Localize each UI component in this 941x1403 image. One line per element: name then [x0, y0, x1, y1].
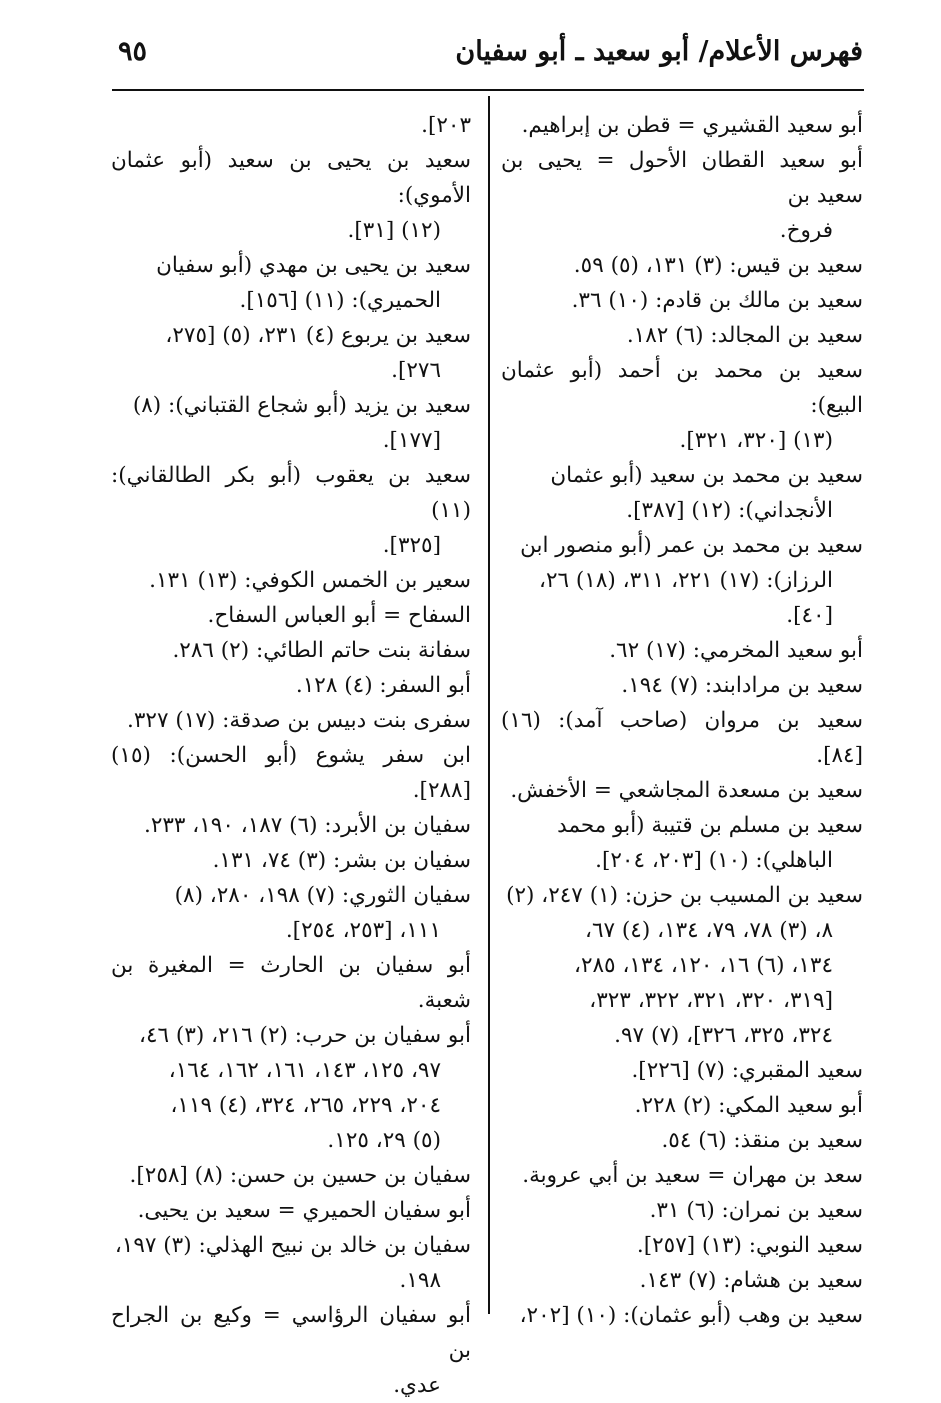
index-entry-line: سعيد بن يحيى بن مهدي (أبو سفيان [156, 253, 471, 278]
index-entry-line: سعيد بن مسعدة المجاشعي = الأخفش. [510, 778, 863, 803]
index-entry [111, 318, 471, 388]
column-divider [488, 96, 490, 1314]
index-entry [501, 1193, 863, 1228]
index-entry [111, 563, 471, 598]
index-entry [501, 1088, 863, 1123]
index-column-left [111, 108, 471, 1403]
index-entry [501, 1158, 863, 1193]
index-entry-line: سعير بن الخمس الكوفي: (١٣) ١٣١. [149, 568, 471, 593]
index-entry [111, 1298, 471, 1403]
index-entry [501, 1263, 863, 1298]
index-entry-line: سفرى بنت دبيس بن صدقة: (١٧) ٣٢٧. [127, 708, 471, 733]
index-entry-line: أبو السفر: (٤) ١٢٨. [295, 673, 471, 698]
index-entry-line: سعيد بن المجالد: (٦) ١٨٢. [626, 323, 863, 348]
index-entry [501, 283, 863, 318]
index-entry [111, 808, 471, 843]
index-entry-continuation: ١١١، [٢٥٣، ٢٥٤]. [285, 918, 441, 943]
index-entry-line: السفاح = أبو العباس السفاح. [207, 603, 471, 628]
header-rule [112, 89, 864, 91]
index-entry-line: سعيد بن يربوع (٤) ٢٣١، (٥) [٢٧٥، [165, 323, 471, 348]
index-entry-line: سفيان بن حسين بن حسن: (٨) [٢٥٨]. [129, 1163, 471, 1188]
index-entry-continuation: [٣١٩، ٣٢٠، ٣٢١، ٣٢٢، ٣٢٣، [589, 988, 833, 1013]
index-entry-continuation: (١٢) [٣١]. [347, 218, 441, 243]
index-entry-continuation: الحميري): (١١) [١٥٦]. [239, 288, 441, 313]
index-entry-line: سعيد بن قيس: (٣) ١٣١، (٥) ٥٩. [573, 253, 863, 278]
index-entry-line: سعيد بن محمد بن أحمد (أبو عثمان البيع): [501, 358, 863, 418]
index-entry [111, 948, 471, 1018]
index-entry-line: ٢٠٣]. [421, 113, 471, 138]
index-entry [111, 1018, 471, 1158]
index-entry-line: أبو سفيان الرؤاسي = وكيع بن الجراح بن [111, 1303, 471, 1363]
index-entry-line: سعد بن مهران = سعيد بن أبي عروبة. [522, 1163, 863, 1188]
running-header-title: فهرس الأعلام/ أبو سعيد ـ أبو سفيان [455, 36, 863, 67]
index-entry-line: أبو سفيان بن حرب: (٢) ٢١٦، (٣) ٤٦، [139, 1023, 471, 1048]
index-entry-line: سعيد بن وهب (أبو عثمان): (١٠) [٢٠٢، [519, 1303, 863, 1328]
index-entry [111, 458, 471, 563]
index-entry-continuation: ٣٢٤، ٣٢٥، ٣٢٦]، (٧) ٩٧. [614, 1023, 833, 1048]
index-entry-line: سعيد بن منقذ: (٦) ٥٤. [661, 1128, 863, 1153]
index-entry-continuation: ٨، (٣) ٧٨، ٧٩، ١٣٤، (٤) ٦٧، [585, 918, 833, 943]
index-entry [501, 633, 863, 668]
index-entry [501, 1228, 863, 1263]
index-entry [501, 703, 863, 773]
index-entry-continuation: الباهلي): (١٠) [٢٠٣، ٢٠٤]. [595, 848, 833, 873]
index-entry [111, 1158, 471, 1193]
index-entry [111, 668, 471, 703]
index-entry [501, 1298, 863, 1333]
index-entry-line: سفيان الثوري: (٧) ١٩٨، ٢٨٠، (٨) [174, 883, 471, 908]
index-entry-line: سفانة بنت حاتم الطائي: (٢) ٢٨٦. [172, 638, 471, 663]
index-entry-continuation: [٤٠]. [786, 603, 833, 628]
index-entry-line: أبو سفيان الحميري = سعيد بن يحيى. [137, 1198, 471, 1223]
index-entry-line: سعيد بن محمد بن عمر (أبو منصور ابن [520, 533, 863, 558]
index-entry [501, 773, 863, 808]
index-entry-line: سعيد بن محمد بن سعيد (أبو عثمان [550, 463, 863, 488]
index-entry [111, 878, 471, 948]
index-entry-line: سعيد بن مالك بن قادم: (١٠) ٣٦. [571, 288, 863, 313]
index-entry [501, 108, 863, 143]
index-entry-line: سعيد بن نمران: (٦) ٣١. [649, 1198, 863, 1223]
index-entry [501, 143, 863, 248]
index-entry-line: سعيد بن هشام: (٧) ١٤٣. [639, 1268, 863, 1293]
index-entry-line: أبو سعيد القشيري = قطن بن إبراهيم. [521, 113, 863, 138]
index-entry-line: ابن سفر يشوع (أبو الحسن): (١٥) [٢٨٨]. [111, 743, 471, 803]
index-entry [501, 353, 863, 458]
page-number: ٩٥ [118, 36, 148, 67]
index-entry [501, 1053, 863, 1088]
index-entry-continuation: الرزاز): (١٧) ٢٢١، ٣١١، (١٨) ٢٦، [539, 568, 833, 593]
index-entry-continuation: الأنجداني): (١٢) [٣٨٧]. [626, 498, 833, 523]
index-entry [501, 248, 863, 283]
index-entry [111, 598, 471, 633]
index-entry-continuation: [٣٢٥]. [382, 533, 441, 558]
index-entry-continuation: ١٣٤، (٦) ١٦، ١٢٠، ١٣٤، ٢٨٥، [574, 953, 833, 978]
index-entry-continuation: (١٣) [٣٢٠، ٣٢١]. [679, 428, 833, 453]
index-entry-continuation: (٥) ٢٩، ١٢٥. [327, 1128, 441, 1153]
index-entry [501, 878, 863, 1053]
index-entry [111, 703, 471, 738]
index-entry [111, 1228, 471, 1298]
index-entry [501, 668, 863, 703]
index-entry-line: سعيد النوبي: (١٣) [٢٥٧]. [636, 1233, 863, 1258]
index-entry-continuation: ٢٧٦]. [391, 358, 441, 383]
index-column-right [501, 108, 863, 1333]
index-entry-continuation: ٩٧، ١٢٥، ١٤٣، ١٦١، ١٦٢، ١٦٤، [168, 1058, 441, 1083]
index-entry [111, 633, 471, 668]
index-entry-continuation: ١٩٨. [399, 1268, 441, 1293]
index-entry [111, 1193, 471, 1228]
index-entry-line: سفيان بن الأبرد: (٦) ١٨٧، ١٩٠، ٢٣٣. [143, 813, 471, 838]
index-entry-line: سعيد بن يعقوب (أبو بكر الطالقاني): (١١) [111, 463, 471, 523]
index-entry-continuation: عدي. [393, 1373, 441, 1398]
index-entry-line: سعيد بن يحيى بن سعيد (أبو عثمان الأموي): [111, 148, 471, 208]
index-entry-line: أبو سعيد المخرمي: (١٧) ٦٢. [609, 638, 863, 663]
index-entry [501, 318, 863, 353]
index-entry-line: سعيد بن مروان (صاحب آمد): (١٦) [٨٤]. [501, 708, 863, 768]
index-entry-continuation: ٢٠٤، ٢٢٩، ٢٦٥، ٣٢٤، (٤) ١١٩، [170, 1093, 441, 1118]
index-entry-line: أبو سعيد المكي: (٢) ٢٢٨. [634, 1093, 863, 1118]
index-entry [501, 528, 863, 633]
index-entry [111, 843, 471, 878]
index-entry [111, 388, 471, 458]
index-entry-line: أبو سفيان بن الحارث = المغيرة بن شعبة. [111, 953, 471, 1013]
index-entry-continuation: فروخ. [779, 218, 833, 243]
index-entry-line: أبو سعيد القطان الأحول = يحيى بن سعيد بن [501, 148, 863, 208]
index-entry [501, 458, 863, 528]
index-entry [501, 1123, 863, 1158]
index-entry [111, 738, 471, 808]
index-entry-line: سعيد بن مرادابند: (٧) ١٩٤. [621, 673, 863, 698]
index-entry-continuation: [١٧٧]. [382, 428, 441, 453]
index-entry [111, 143, 471, 248]
index-entry-line: سعيد بن يزيد (أبو شجاع القتباني): (٨) [132, 393, 471, 418]
index-entry [111, 248, 471, 318]
index-entry [111, 108, 471, 143]
index-entry-line: سعيد المقبري: (٧) [٢٢٦]. [631, 1058, 863, 1083]
index-entry [501, 808, 863, 878]
index-entry-line: سفيان بن خالد بن نبيح الهذلي: (٣) ١٩٧، [114, 1233, 471, 1258]
index-entry-line: سعيد بن مسلم بن قتيبة (أبو محمد [557, 813, 863, 838]
index-entry-line: سعيد بن المسيب بن حزن: (١) ٢٤٧، (٢) [506, 883, 863, 908]
index-entry-line: سفيان بن بشر: (٣) ٧٤، ١٣١. [212, 848, 471, 873]
